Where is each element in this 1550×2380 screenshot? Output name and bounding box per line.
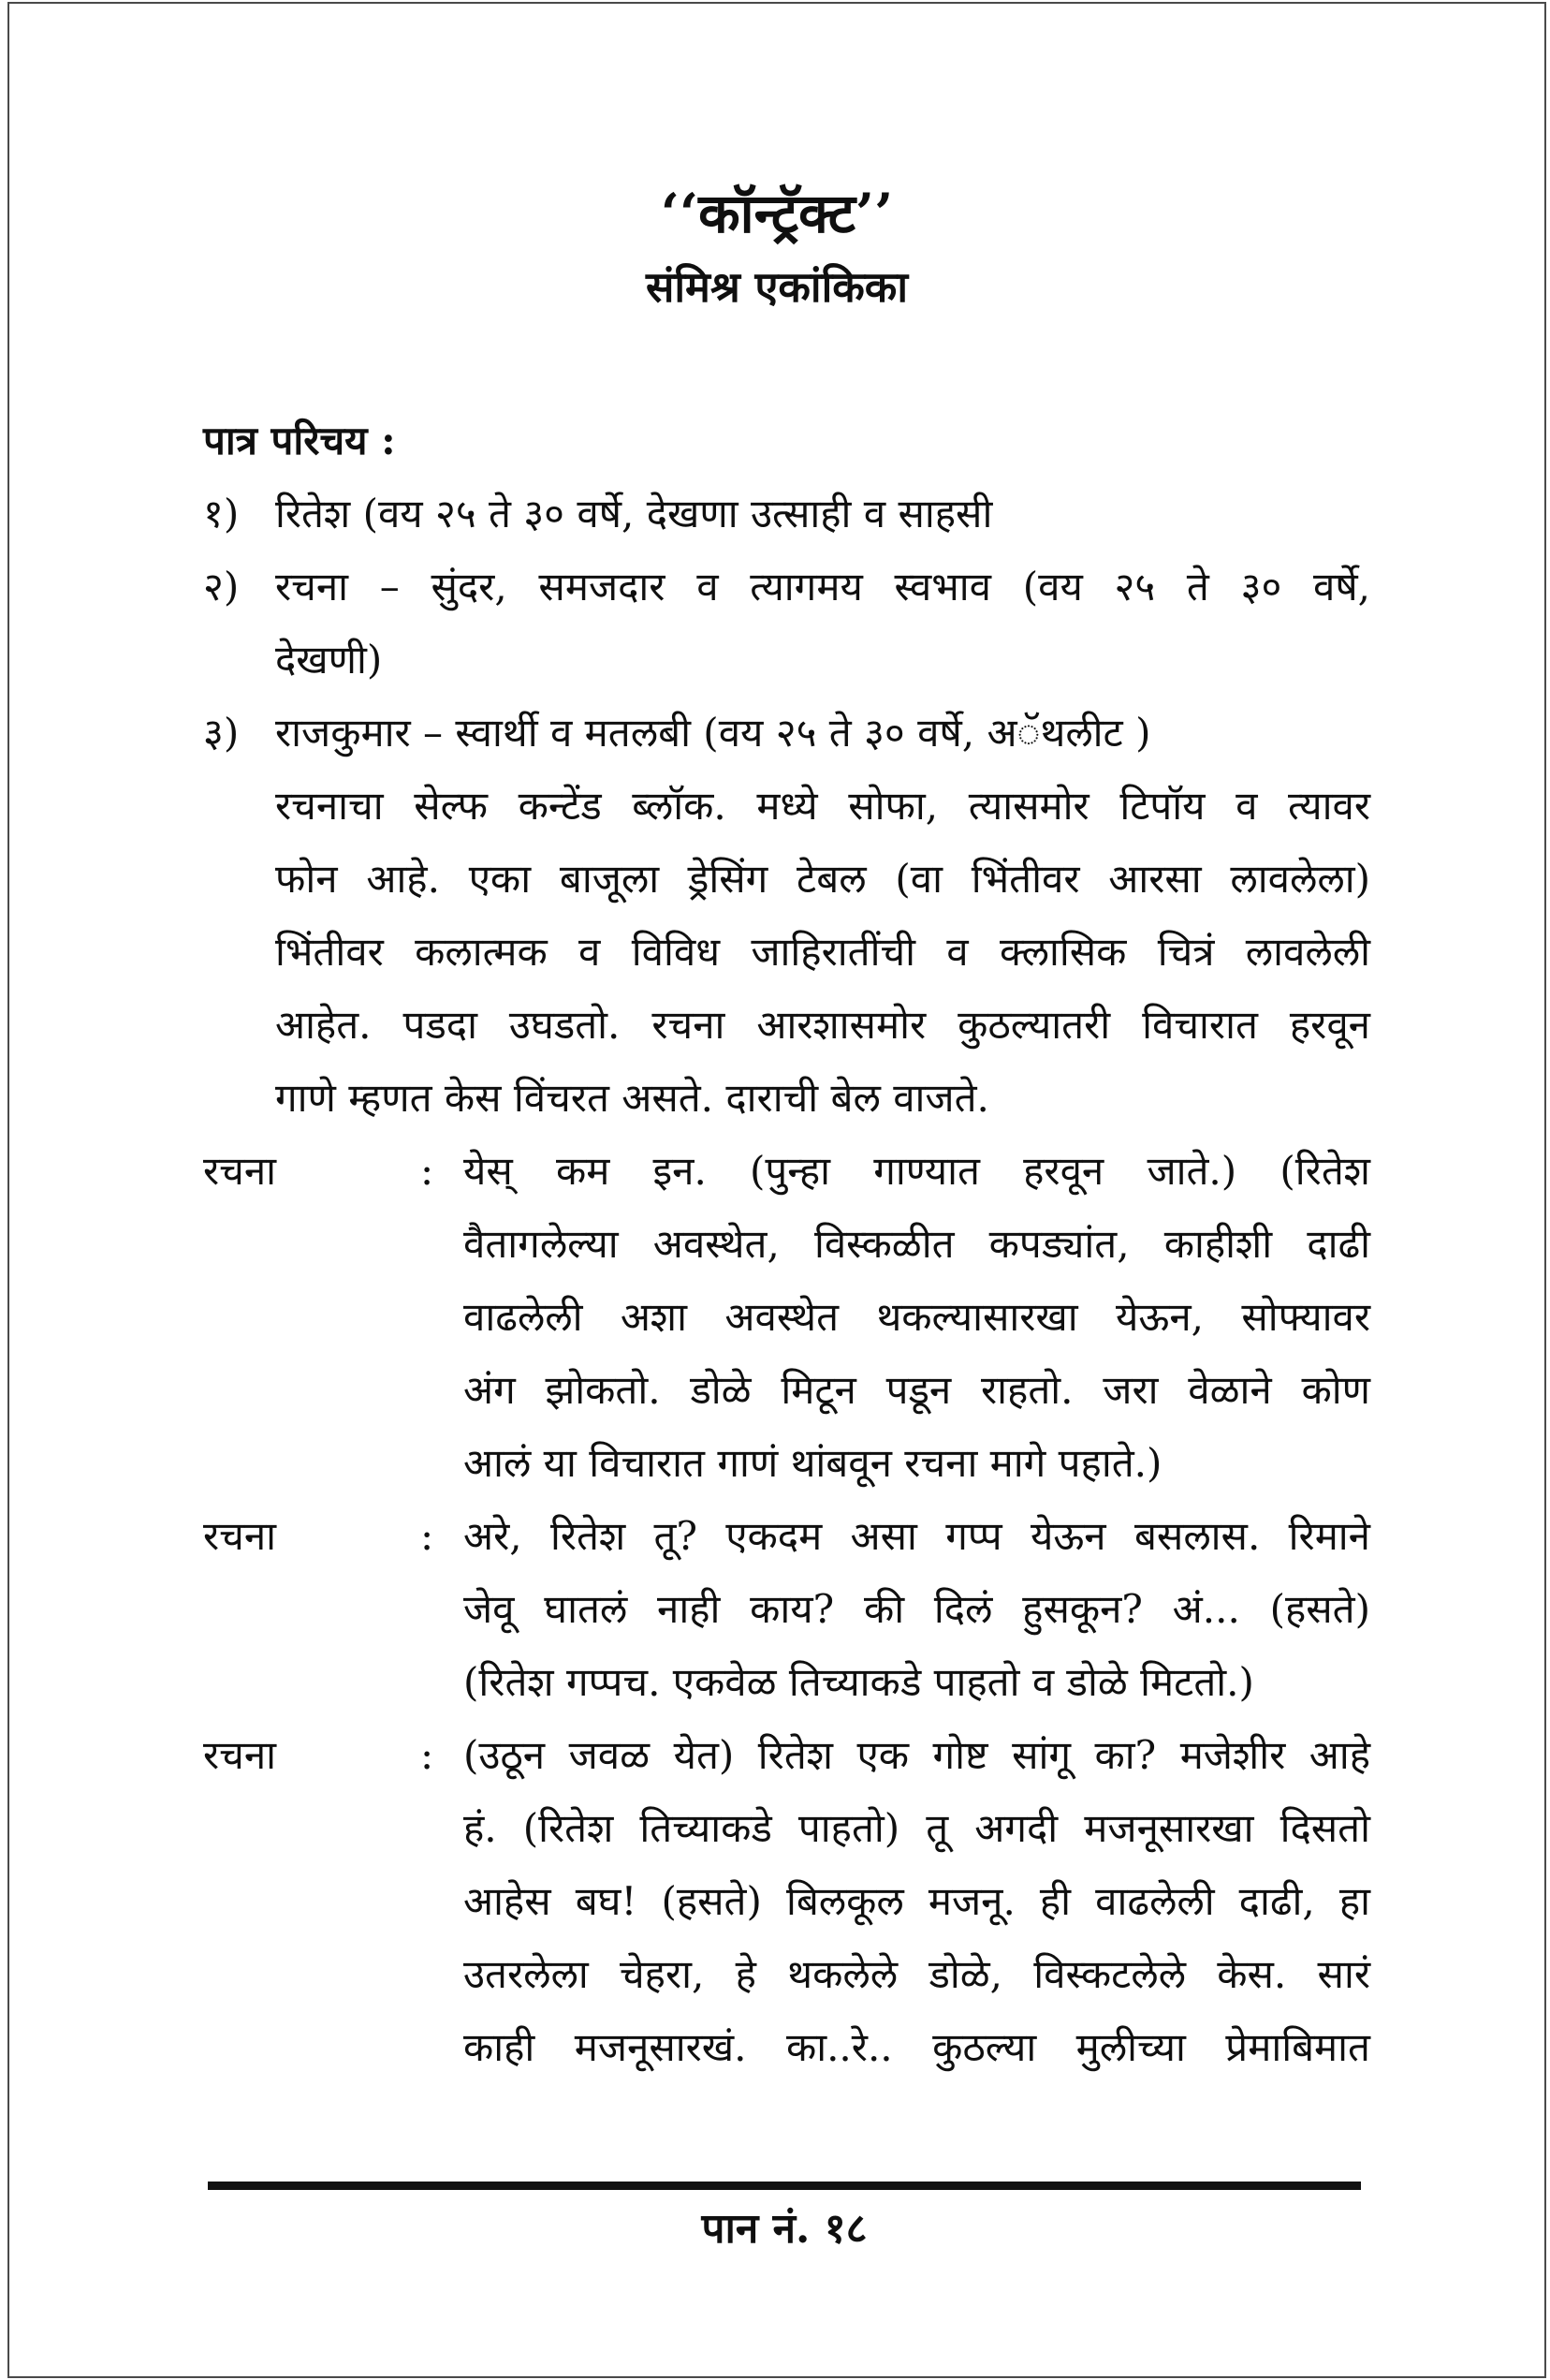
page [7,2,1546,2378]
dialogue-text [463,1135,1370,1500]
stage-setting-line: भिंतीवर कलात्मक व विविध जाहिरातींची व क्लासिक चित्रं लावलेली [275,929,1370,975]
cast-item-text [275,477,1370,551]
cast-item-number: २) [203,564,240,610]
dialogue-text [463,1500,1370,1719]
dialogue-block-1 [203,1135,1370,1500]
page-title: ‘‘कॉन्ट्रॅक्ट’’ [660,182,894,245]
dialogue-line: काही मजनूसारखं. का..रे.. कुठल्या मुलीच्या प्रेमाबिमात [463,2024,1370,2070]
dialogue-line: आहेस बघ! (हसते) बिलकूल मजनू. ही वाढलेली दाढी, हा [463,1878,1370,1924]
speaker-colon: : [420,1148,434,1194]
stage-setting-line: आहेत. पडदा उघडतो. रचना आरशासमोर कुठल्यातरी विचारात हरवून [275,1002,1370,1048]
dialogue-line: वैतागलेल्या अवस्थेत, विस्कळीत कपड्यांत, काहीशी दाढी [463,1221,1370,1267]
cast-item-2 [203,551,1370,697]
cast-intro-heading: पात्र परिचय : [203,418,396,463]
stage-setting-line: फोन आहे. एका बाजूला ड्रेसिंग टेबल (वा भिंतीवर आरसा लावलेला) [275,856,1370,902]
script-body [203,404,1370,2084]
speaker-name: रचना [203,1732,277,1778]
cast-item-1 [203,477,1370,551]
cast-item-3 [203,697,1370,1135]
text-line: राजकुमार – स्वार्थी व मतलबी (वय २५ ते ३० वर्षे, अॅथलीट ) [275,710,1151,756]
cast-item-text [275,551,1370,697]
dialogue-line: (रितेश गप्पच. एकवेळ तिच्याकडे पाहतो व डोळे मिटतो.) [463,1659,1254,1705]
document-header [9,180,1544,315]
speaker-colon: : [420,1732,434,1778]
speaker-name: रचना [203,1513,277,1559]
dialogue-line: येस् कम इन. (पुन्हा गाण्यात हरवून जाते.) (रितेश [463,1148,1370,1194]
text-line: देखणी) [275,637,383,683]
cast-item-text [275,697,1370,1135]
dialogue-block-2 [203,1500,1370,1719]
dialogue-text [463,1719,1370,2084]
stage-setting-line: गाणे म्हणत केस विंचरत असते. दाराची बेल वाजते. [275,1075,989,1121]
speaker-colon: : [420,1513,434,1559]
dialogue-line: जेवू घातलं नाही काय? की दिलं हुसकून? अं... (हसते) [463,1586,1370,1632]
dialogue-line: अरे, रितेश तू? एकदम असा गप्प येऊन बसलास. रिमाने [463,1513,1370,1559]
cast-item-number: १) [203,491,240,536]
stage-setting-line: रचनाचा सेल्फ कन्टेंड ब्लॉक. मध्ये सोफा, त्यासमोर टिपॉय व त्यावर [275,783,1370,829]
dialogue-line: (उठून जवळ येत) रितेश एक गोष्ट सांगू का? मजेशीर आहे [463,1732,1370,1778]
page-subtitle: संमिश्र एकांकिका [645,262,909,312]
page-number: पान नं. १८ [701,2205,868,2253]
dialogue-line: उतरलेला चेहरा, हे थकलेले डोळे, विस्कटलेले केस. सारं [463,1951,1370,1997]
dialogue-line: हं. (रितेश तिच्याकडे पाहतो) तू अगदी मजनूसारखा दिसतो [463,1805,1370,1851]
dialogue-line: अंग झोकतो. डोळे मिटून पडून राहतो. जरा वेळाने कोण [463,1367,1370,1413]
dialogue-block-3 [203,1719,1370,2084]
footer-divider-rule [208,2182,1361,2190]
cast-item-number: ३) [203,710,240,756]
text-line: रचना – सुंदर, समजदार व त्यागमय स्वभाव (वय २५ ते ३० वर्षे, [275,564,1370,610]
dialogue-line: आलं या विचारात गाणं थांबवून रचना मागे पहाते.) [463,1440,1162,1486]
speaker-name: रचना [203,1148,277,1194]
dialogue-line: वाढलेली अशा अवस्थेत थकल्यासारखा येऊन, सोफ्यावर [463,1294,1370,1340]
text-line: रितेश (वय २५ ते ३० वर्षे, देखणा उत्साही व साहसी [275,491,993,536]
